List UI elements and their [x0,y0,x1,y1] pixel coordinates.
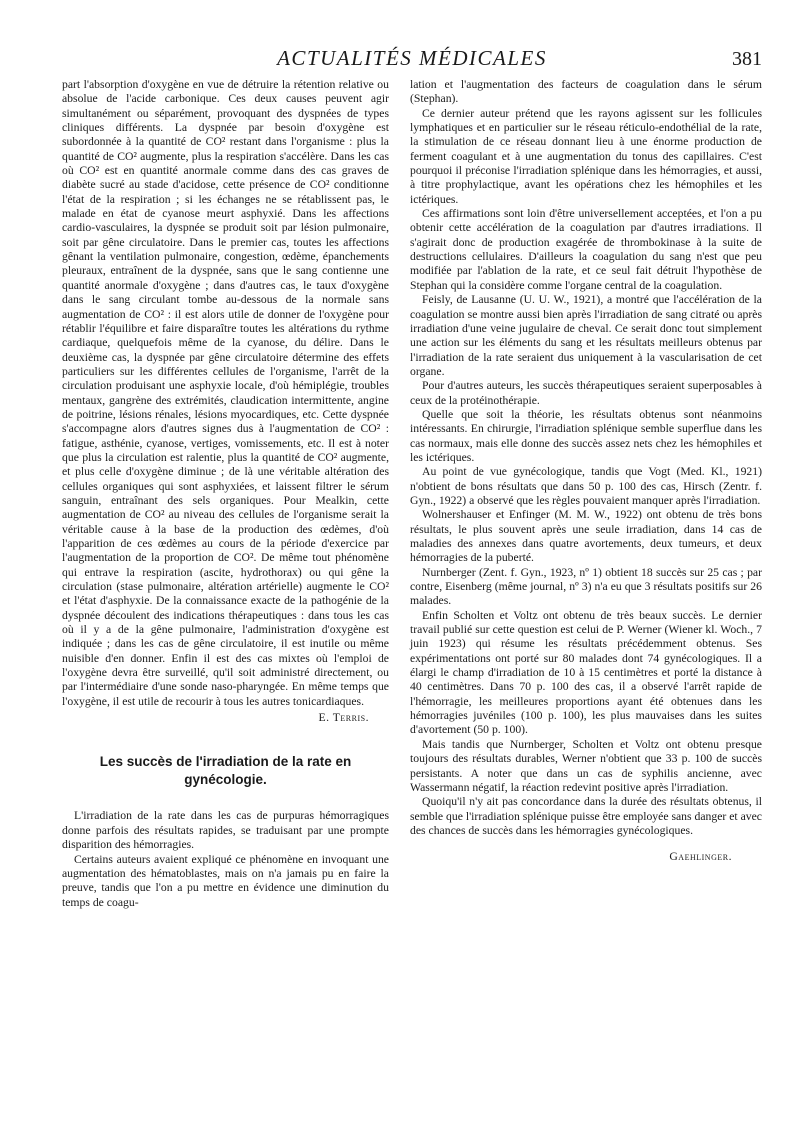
paragraph: Certains auteurs avaient expliqué ce phénomène en invoquant une augmentation des hématoblastes, mais on n'a jamais pu en faire la preuve, tandis que l'on a pu mettre en évidence une diminution du temps de coagu- [62,852,389,909]
paragraph: Mais tandis que Nurnberger, Scholten et Voltz ont obtenu presque toujours des résultats durables, Werner n'obtient que 33 p. 100 de succès persistants. A noter que dans un cas de syphilis ancienne, avec Wassermann négatif, la réaction redevint positive après l'irradiation. [410,737,762,794]
paragraph: L'irradiation de la rate dans les cas de purpuras hémorragiques donne parfois des résultats rapides, se traduisant par une prompte disparition des hémorragies. [62,809,389,852]
paragraph: Quoiqu'il n'y ait pas concordance dans la durée des résultats obtenus, il semble que l'irradiation splénique puisse être employée sans danger et avec des chances de succès dans les hémorragies gynécologiques. [410,795,762,837]
paragraph: part l'absorption d'oxygène en vue de détruire la rétention relative ou absolue de l'acide carbonique. Ces deux causes peuvent agir simultanément ou séparément, provoquant des dyspnées de types cliniques différents. La dyspnée par besoin d'oxygène est subordonnée à la quantité de CO² restant dans l'organisme : plus la quantité de CO² augmente, plus la respiration s'accélère. Dans les cas où CO² est en quantité anormale comme dans des cas graves de diabète sucré au stade d'acidose, cette présence de CO² conditionne l'état de la respiration ; si les échanges ne se rétablissent pas, le malade en état de cyanose meurt asphyxié. Dans les affections cardio-vasculaires, la dyspnée se produit soit par lésion pulmonaire, soit par gêne circulatoire. Dans le premier cas, toutes les affections gênant la ventilation pulmonaire, congestion, œdème, épanchements pleuraux, entraînent de la dyspnée, sans que le sang contienne une quantité anormale d'oxygène ; dans d'autres cas, le taux d'oxygène dans le sang circulant tombe au-dessous de la normale sans augmentation de CO² : il est alors utile de donner de l'oxygène pour rétablir l'équilibre et faire disparaître toutes les altérations du rythme cardiaque, quelquefois même de la cyanose, du délire. Dans le deuxième cas, la dyspnée par gêne circulatoire détermine des effets particuliers sur les différentes cellules de l'organisme, l'arrêt de la circulation produisant une asphyxie locale, d'où hémiplégie, troubles mentaux, gangrène des extrémités, claudication intermittente, angine de poitrine, lésions rénales, lésions myocardiques, etc. Cette dyspnée s'accompagne alors d'autres signes dus à l'augmentation de CO² : fatigue, asthénie, cyanose, vertiges, vomissements, etc. Il est à noter que plus la circulation est ralentie, plus la quantité de CO² augmente, et plus celle d'oxygène diminue ; de là une véritable altération des cellules organiques qui sont asphyxiées, et laissent filtrer le sérum sanguin, entraînant des sels organiques. Pour Mealkin, cette augmentation de CO² au niveau des cellules de l'organisme serait la véritable cause à la base de la production des œdèmes, d'où l'apparition de ces œdèmes au cours de la période d'exercice par l'augmentation de la proportion de CO². De même tout phénomène qui entrave la respiration (ascite, hydrothorax) ou qui gêne la circulation (stase pulmonaire, altération artérielle) augmente le CO² et l'état d'asphyxie. De la connaissance exacte de la pathogénie de la dyspnée découlent des indications thérapeutiques : dans tous les cas où il y a de la gêne pulmonaire, l'administration d'oxygène est indiquée ; dans les cas de gêne circulatoire, il est inutile ou même nuisible d'en donner. Enfin il est des cas mixtes où l'emploi de l'oxygène devra être surveillé, qu'il soit administré directement, ou par l'intermédiaire d'une sonde naso-pharyngée. En même temps que l'oxygène, il est utile de recourir à tous les autres tonicardiaques. [62,78,389,708]
paragraph: Quelle que soit la théorie, les résultats obtenus sont néanmoins intéressants. En chirurgie, l'irradiation splénique semble superflue dans les cas normaux, mais elle donne des succès assez nets chez les hémophiles et les ictériques. [410,407,762,464]
right-column [410,78,762,865]
running-head: ACTUALITÉS MÉDICALES [277,46,547,70]
paragraph: Nurnberger (Zent. f. Gyn., 1923, nº 1) obtient 18 succès sur 25 cas ; par contre, Eisenberg (même journal, nº 3) n'a eu que 3 résultats positifs sur 26 malades. [410,565,762,608]
paragraph: Au point de vue gynécologique, tandis que Vogt (Med. Kl., 1921) n'obtient de bons résultats que dans 50 p. 100 des cas, Hirsch (Zentr. f. Gyn., 1922) a observé que les règles pouvaient manquer après l'irradiation. [410,465,762,507]
paragraph: Wolnershauser et Enfinger (M. M. W., 1922) ont obtenu de très bons résultats, le plus souvent après une seule irradiation, dans 14 cas de maladies des annexes dans quatre avortements, deux tumeurs, et deux hémorragies de la puberté. [410,508,762,565]
author-signature: Gaehlinger. [669,850,732,864]
author-signature: E. Terris. [318,711,369,725]
paragraph: Enfin Scholten et Voltz ont obtenu de très beaux succès. Le dernier travail publié sur cette question est celui de P. Werner (Wiener kl. Woch., 7 juin 1923) qui résume les résultats précédemment obtenus. Ses expérimentations ont porté sur 80 malades dont 74 gynécologiques. Il a élargi le champ d'irradiation de 10 à 15 centimètres et porté la distance à 40 centimètres. Dans 70 p. 100 des cas, il a observé l'arrêt rapide de l'hémorragie, les meilleures proportions ayant été obtenues dans les hémorragies juvéniles (100 p. 100), les plus mauvaises dans les suites d'avortement (50 p. 100). [410,608,762,737]
paragraph: Ces affirmations sont loin d'être universellement acceptées, et l'on a pu obtenir cette accélération de la coagulation par d'autres irradiations. Il s'agirait donc de production exagérée de thrombokinase à la suite de destructions cellulaires. D'ailleurs la coagulation du sang n'est que peu modifiée par l'ablation de la rate, et ce seul fait détruit l'hypothèse de Stephan qui la considère comme l'organe central de la coagulation. [410,207,762,292]
page-header [62,42,762,72]
left-column [62,78,389,910]
section-title: Les succès de l'irradiation de la rate en gynécologie. [99,754,352,788]
paragraph: Ce dernier auteur prétend que les rayons agissent sur les follicules lymphatiques et en particulier sur le réseau réticulo-endothélial de la rate, la stimulation de ce réseau donnant lieu à une énorme production de ferment coagulant et à une augmentation du tonus des capillaires. C'est pourquoi il préconise l'irradiation splénique dans les hémorragies, et aussi, à titre prophylactique, avant les opérations chez les hémophiles et les ictériques. [410,106,762,206]
paragraph: lation et l'augmentation des facteurs de coagulation dans le sérum (Stephan). [410,78,762,106]
paragraph: Feisly, de Lausanne (U. U. W., 1921), a montré que l'accélération de la coagulation se montre aussi bien après l'irradiation de sang citraté ou après irradiation d'une veine jugulaire de cheval. Ce serait donc tout simplement une action sur les éléments du sang et les résultats meilleurs obtenus par l'irradiation de la rate seraient dus uniquement à la vascularisation de cet organe. [410,293,762,378]
paragraph: Pour d'autres auteurs, les succès thérapeutiques seraient superposables à ceux de la protéinothérapie. [410,379,762,407]
page-number: 381 [732,48,762,70]
